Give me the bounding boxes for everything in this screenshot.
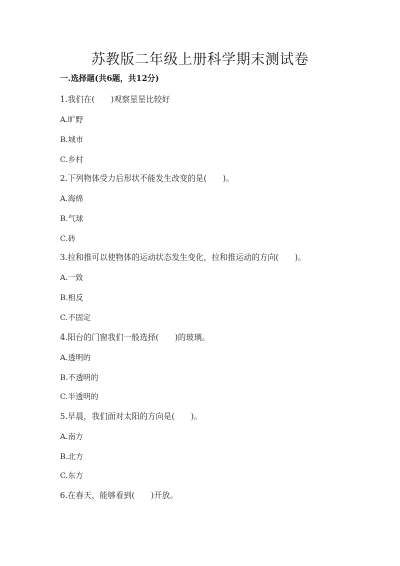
question-3-option-a: A.一致: [60, 273, 84, 282]
question-3-option-b: B.相反: [60, 293, 84, 302]
question-4-option-b: B.不透明的: [60, 373, 99, 382]
question-1-option-a: A.旷野: [60, 115, 84, 124]
question-5-option-a: A.南方: [60, 432, 84, 441]
question-4-stem: 4.阳台的门窗我们一般选择( )的玻璃。: [60, 333, 210, 342]
question-2-option-a: A.海绵: [60, 194, 84, 203]
question-4-option-c: C.半透明的: [60, 392, 99, 401]
question-5-option-c: C.东方: [60, 471, 84, 480]
page-title: 苏教版二年级上册科学期末测试卷: [91, 52, 309, 68]
question-2-option-b: B.气球: [60, 214, 84, 223]
question-2-option-c: C.砖: [60, 234, 76, 243]
section-heading: 一.选择题(共6题，共12分): [60, 73, 160, 83]
question-1-stem: 1.我们在( )观察星星比较好: [60, 95, 170, 104]
question-1-option-c: C.乡村: [60, 155, 84, 164]
question-3-stem: 3.拉和推可以使物体的运动状态发生变化，拉和推运动的方向( )。: [60, 253, 306, 262]
question-5-stem: 5.早晨，我们面对太阳的方向是( )。: [60, 412, 202, 421]
question-4-option-a: A.透明的: [60, 353, 91, 362]
question-1-option-b: B.城市: [60, 135, 84, 144]
question-3-option-c: C.不固定: [60, 313, 91, 322]
question-5-option-b: B.北方: [60, 452, 84, 461]
question-2-stem: 2.下列物体受力后形状不能发生改变的是( )。: [60, 174, 234, 183]
question-6-stem: 6.在春天，能够看到( )开放。: [60, 491, 178, 500]
